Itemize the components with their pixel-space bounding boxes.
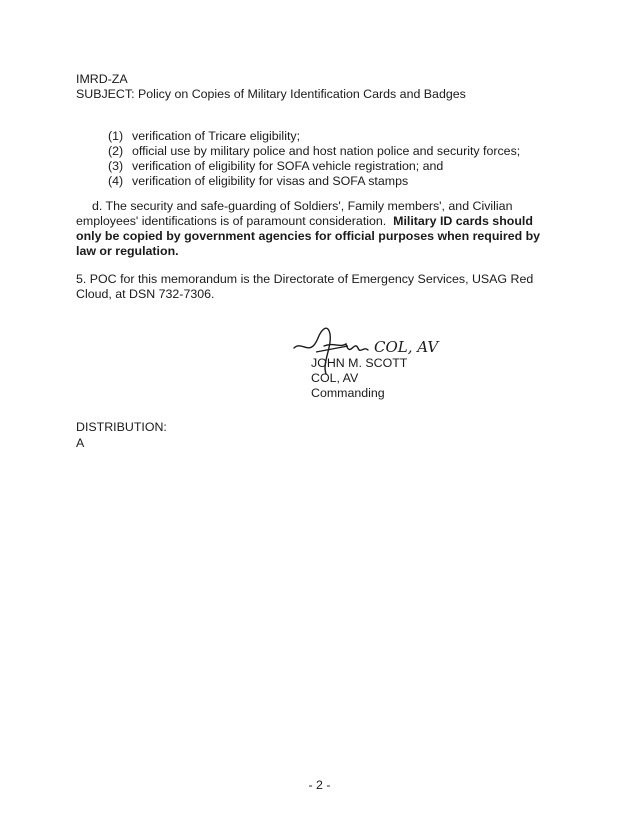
signer-name: JOHN M. SCOTT xyxy=(311,356,408,370)
paragraph-d-line: only be copied by government agencies for official purposes when required by xyxy=(76,229,541,243)
paragraph-d xyxy=(76,199,550,259)
list-item: (3) verification of eligibility for SOFA vehicle registration; and xyxy=(108,159,444,173)
list-item: (1) verification of Tricare eligibility; xyxy=(108,129,301,143)
signer-title: Commanding xyxy=(311,386,385,400)
distribution-label: DISTRIBUTION: xyxy=(76,420,167,434)
paragraph-d-line: d. The security and safe-guarding of Soldiers', Family members', and Civilian xyxy=(92,199,513,213)
paragraph-5-line: 5. POC for this memorandum is the Directorate of Emergency Services, USAG Red xyxy=(76,272,534,286)
list-item: (2) official use by military police and host nation police and security forces; xyxy=(108,144,521,158)
subject-text: Policy on Copies of Military Identification Cards and Badges xyxy=(137,87,466,101)
list-item: (4) verification of eligibility for visas and SOFA stamps xyxy=(108,174,409,188)
paragraph-5-line: Cloud, at DSN 732-7306. xyxy=(76,287,215,301)
paragraph-5 xyxy=(76,272,550,302)
paragraph-d-line: law or regulation. xyxy=(76,244,179,258)
svg-text:COL, AV: COL, AV xyxy=(374,338,439,356)
page-number: - 2 - xyxy=(308,778,331,792)
signer-rank: COL, AV xyxy=(311,371,359,385)
paragraph-d-line: employees' identifications is of paramount consideration. Military ID cards should xyxy=(76,214,533,228)
subject-line xyxy=(76,87,466,102)
signature-block xyxy=(311,356,407,401)
verification-list xyxy=(108,129,520,189)
subject-label: SUBJECT: xyxy=(76,87,135,101)
office-symbol: IMRD-ZA xyxy=(76,72,128,86)
distribution-value: A xyxy=(76,436,85,450)
